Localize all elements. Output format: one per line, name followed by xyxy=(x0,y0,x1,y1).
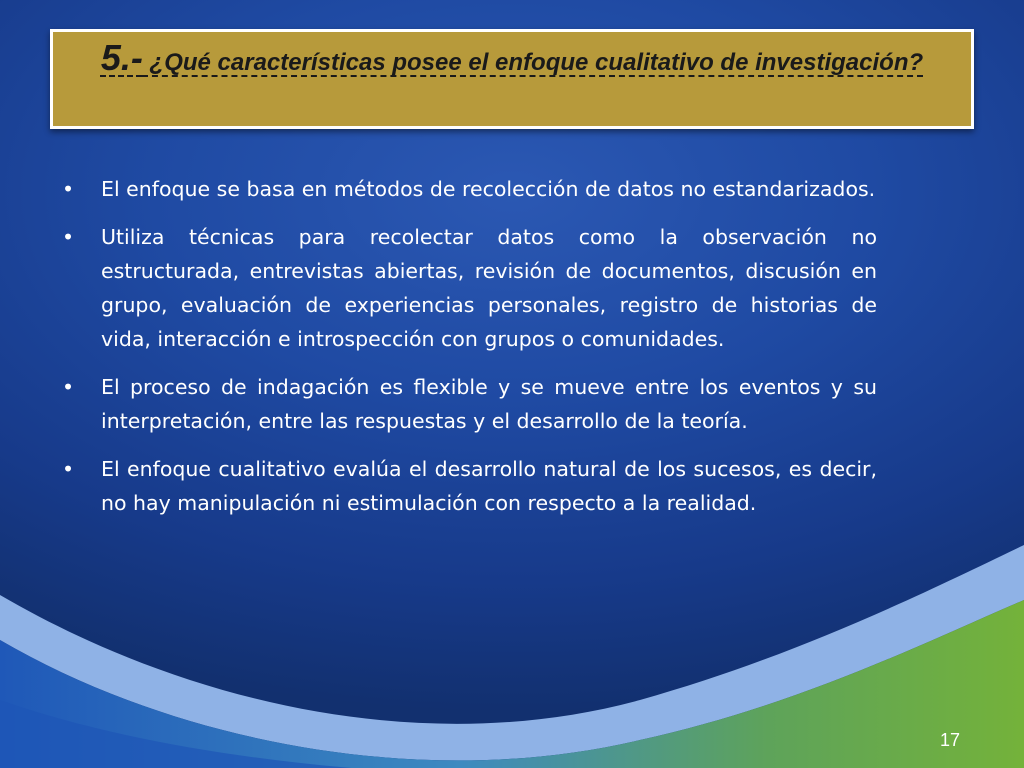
bullet-item xyxy=(62,452,877,520)
bullet-icon: • xyxy=(62,457,75,481)
bullet-list xyxy=(62,172,877,534)
bullet-icon: • xyxy=(62,225,75,249)
title-text: ¿Qué características posee el enfoque cualitativo de investigación? xyxy=(142,49,924,76)
bullet-text: El proceso de indagación es flexible y se mueve entre los eventos y su interpretación, entre las respuestas y el desarrollo de la teoría. xyxy=(101,375,877,433)
bullet-text: El enfoque cualitativo evalúa el desarrollo natural de los sucesos, es decir, no hay manipulación ni estimulación con respecto a la realidad. xyxy=(101,457,877,515)
bullet-text: Utiliza técnicas para recolectar datos como la observación no estructurada, entrevistas abiertas, revisión de documentos, discusión en grupo, evaluación de experiencias personales, registro de historias de vida, interacción e introspección con grupos o comunidades. xyxy=(101,225,877,351)
bullet-item xyxy=(62,220,877,356)
bullet-item xyxy=(62,172,877,206)
bullet-item xyxy=(62,370,877,438)
bullet-icon: • xyxy=(62,375,75,399)
slide-title xyxy=(100,37,924,78)
title-number: 5.- xyxy=(100,37,143,78)
bullet-text: El enfoque se basa en métodos de recolección de datos no estandarizados. xyxy=(101,177,876,201)
page-number: 17 xyxy=(940,730,961,750)
bullet-icon: • xyxy=(62,177,75,201)
slide-title-box xyxy=(50,29,974,129)
